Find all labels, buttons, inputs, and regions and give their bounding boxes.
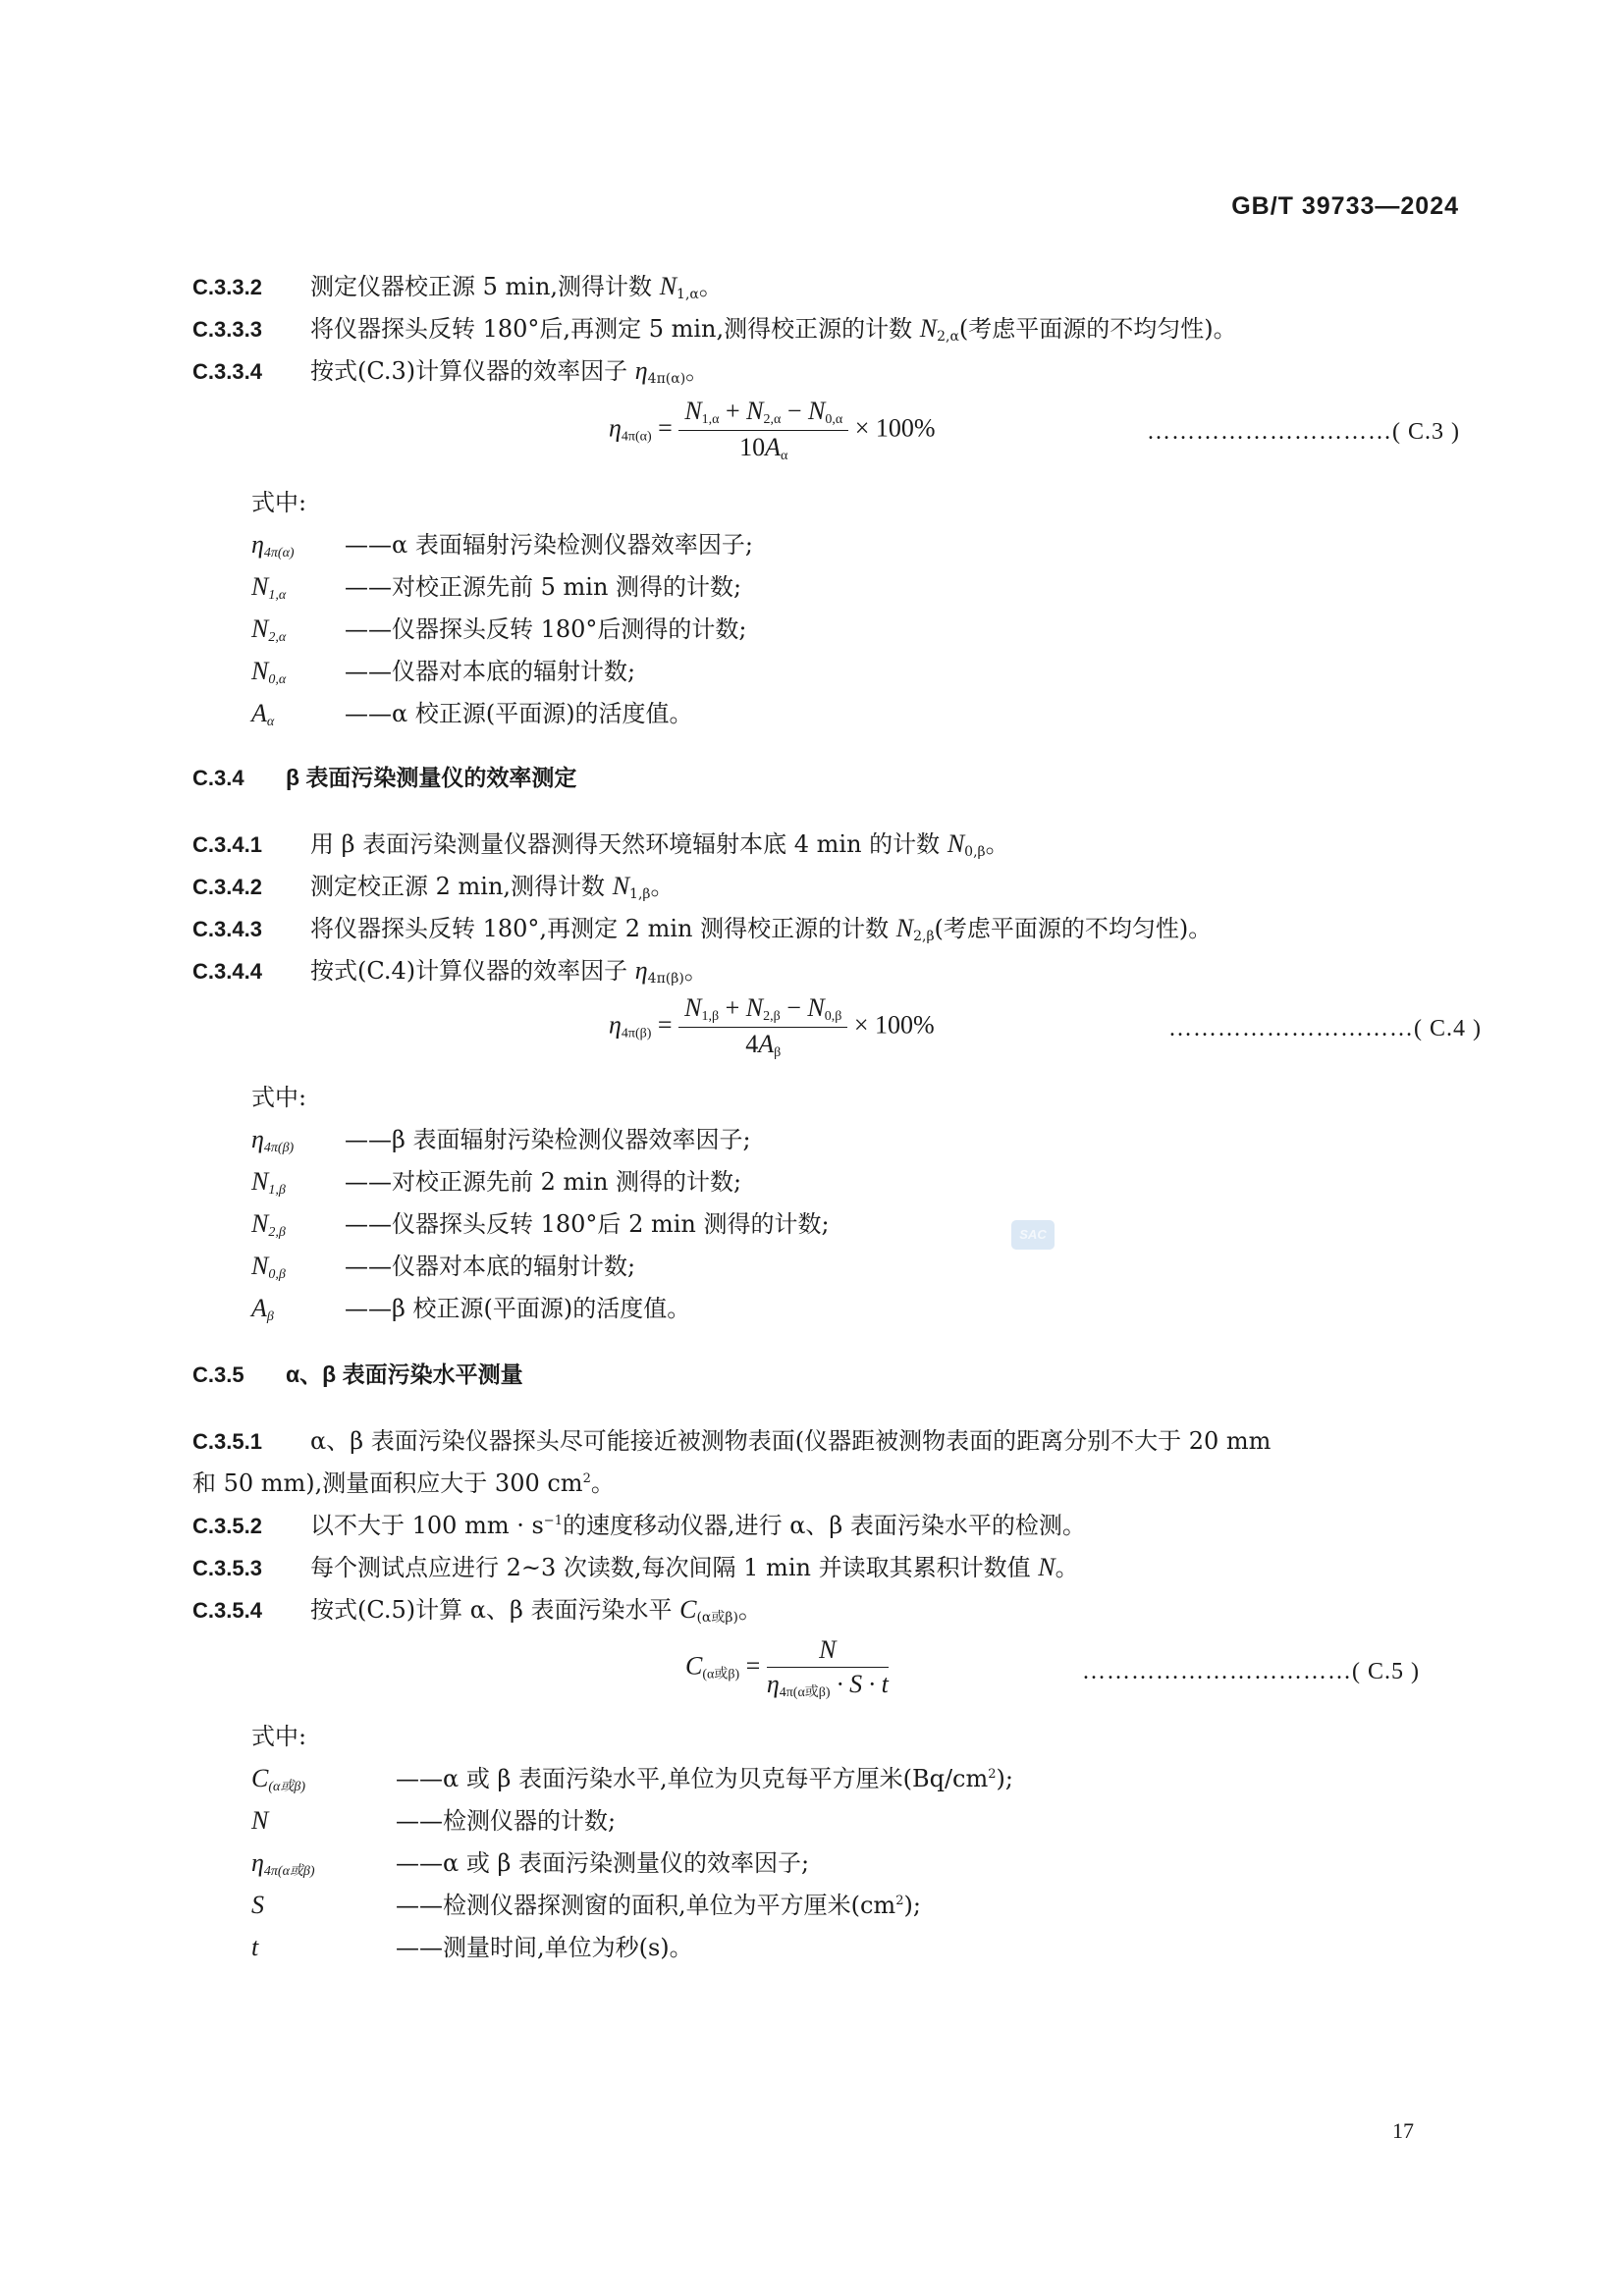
symbol: N <box>919 314 938 343</box>
heading-title: α、β 表面污染水平测量 <box>286 1362 523 1387</box>
definition-row <box>251 1888 921 1932</box>
clause-number: C.3.3.3 <box>192 317 262 342</box>
clause-c352 <box>192 1508 1459 1544</box>
clause-c343 <box>192 911 1459 954</box>
symbol: N <box>947 829 965 858</box>
def-text: ——仪器对本底的辐射计数; <box>345 1253 636 1280</box>
clause-number: C.3.4.1 <box>192 832 262 857</box>
fraction-denominator: $\eta_{4\pi(\alpha 或\beta)} \cdot S \cdot t$ <box>766 1670 889 1700</box>
def-symbol: $N_{2,\alpha}$ <box>251 614 287 645</box>
clause-text: 按式(C.5)计算 α、β 表面污染水平 <box>310 1596 680 1624</box>
fraction <box>678 397 848 464</box>
def-symbol: N <box>251 1806 269 1835</box>
clause-text: 每个测试点应进行 2~3 次读数,每次间隔 1 min 并读取其累积计数值 <box>310 1554 1039 1581</box>
def-text: ——α 或 β 表面污染水平,单位为贝克每平方厘米(Bq/cm <box>396 1765 989 1792</box>
clause-number: C.3.4.4 <box>192 959 262 984</box>
clause-text: 将仪器探头反转 180°后,再测定 5 min,测得校正源的计数 <box>310 315 920 343</box>
clause-text: 用 β 表面污染测量仪器测得天然环境辐射本底 4 min 的计数 <box>310 830 947 858</box>
formula-number: ……………………………( C.5 ) <box>1082 1659 1420 1684</box>
clause-number: C.3.4.2 <box>192 875 262 899</box>
def-text: ——仪器对本底的辐射计数; <box>345 658 636 685</box>
definition-row <box>251 1761 1013 1805</box>
clause-text-end: 。 <box>685 357 710 385</box>
def-symbol: $\eta_{4\pi(\beta)}$ <box>251 1125 295 1155</box>
subscript: 4π(β) <box>647 971 684 987</box>
def-text: ——对校正源先前 2 min 测得的计数; <box>345 1168 742 1196</box>
definition-row <box>251 527 753 571</box>
standard-code: GB/T 39733—2024 <box>1231 192 1459 220</box>
clause-text: 将仪器探头反转 180°,再测定 2 min 测得校正源的计数 <box>310 915 896 942</box>
clause-number: C.3.3.4 <box>192 359 262 384</box>
def-text-end: ); <box>903 1892 921 1919</box>
heading-number: C.3.5 <box>192 1362 244 1387</box>
def-symbol: $N_{2,\beta}$ <box>251 1209 286 1240</box>
definition-row <box>251 1206 830 1251</box>
clause-text-end: 的速度移动仪器,进行 α、β 表面污染水平的检测。 <box>562 1512 1086 1539</box>
def-text: ——对校正源先前 5 min 测得的计数; <box>345 573 742 601</box>
clause-c354 <box>192 1592 1459 1635</box>
clause-text-end: 。 <box>698 273 723 300</box>
def-text: ——检测仪器的计数; <box>396 1807 617 1835</box>
where-label: 式中: <box>251 1723 307 1750</box>
superscript: 2 <box>988 1767 997 1782</box>
formula-number: …………………………( C.3 ) <box>1147 419 1460 445</box>
definition-row <box>251 654 635 698</box>
fraction-denominator: $4A_\beta$ <box>745 1030 782 1060</box>
formula-c3 <box>609 397 936 464</box>
def-text: ——仪器探头反转 180°后 2 min 测得的计数; <box>345 1210 830 1238</box>
clause-text: α、β 表面污染仪器探头尽可能接近被测物表面(仪器距被测物表面的距离分别不大于 20 mm <box>310 1427 1272 1455</box>
clause-c351 <box>192 1423 1459 1460</box>
fraction-numerator: $N_{1,\alpha} + N_{2,\alpha} - N_{0,\alpha}$ <box>678 397 848 431</box>
symbol: N <box>612 872 630 900</box>
formula-c5 <box>685 1635 889 1701</box>
equals-sign: = <box>657 1010 673 1040</box>
definition-row <box>251 1930 693 1974</box>
formula-lhs-symbol: C <box>685 1651 703 1681</box>
clause-text-end: 。 <box>590 1469 615 1497</box>
clause-text-end: (考虑平面源的不均匀性)。 <box>934 915 1213 942</box>
clause-number: C.3.5.2 <box>192 1514 262 1538</box>
symbol: η <box>634 956 648 985</box>
def-text-end: ); <box>996 1765 1013 1792</box>
def-symbol: $\eta_{4\pi(\alpha 或\beta)}$ <box>251 1848 315 1879</box>
clause-text: 和 50 mm),测量面积应大于 300 cm <box>192 1469 583 1497</box>
formula-lhs-symbol: η <box>609 1010 622 1040</box>
formula-lhs-subscript: (α或β) <box>702 1667 740 1682</box>
definition-row <box>251 1249 635 1293</box>
definition-row <box>251 1164 741 1208</box>
clause-number: C.3.5.1 <box>192 1429 262 1454</box>
superscript: 2 <box>582 1471 591 1486</box>
def-symbol: $N_{0,\alpha}$ <box>251 657 287 687</box>
clause-number: C.3.5.4 <box>192 1598 262 1623</box>
symbol: C <box>679 1595 697 1624</box>
fraction <box>678 993 847 1061</box>
definition-row <box>251 1122 751 1166</box>
clause-text-end: 。 <box>650 873 675 900</box>
section-heading-c35 <box>192 1357 1459 1393</box>
where-label: 式中: <box>251 489 307 516</box>
heading-title: β 表面污染测量仪的效率测定 <box>286 765 577 790</box>
subscript: 0,β <box>964 844 986 860</box>
formula-lhs-subscript: 4π(α) <box>621 429 652 445</box>
symbol: N <box>895 914 914 942</box>
clause-number: C.3.4.3 <box>192 917 262 941</box>
def-text: ——α 表面辐射污染检测仪器效率因子; <box>345 531 753 559</box>
clause-text-end: 。 <box>985 830 1009 858</box>
clause-c334 <box>192 353 1459 397</box>
def-text: ——检测仪器探测窗的面积,单位为平方厘米(cm <box>396 1892 896 1919</box>
def-symbol: $A_\beta$ <box>251 1294 274 1324</box>
superscript: −1 <box>543 1514 563 1528</box>
sac-watermark-logo: SAC <box>1011 1220 1055 1250</box>
def-symbol: $N_{1,\beta}$ <box>251 1167 286 1198</box>
clause-text-end: (考虑平面源的不均匀性)。 <box>958 315 1237 343</box>
def-text: ——仪器探头反转 180°后测得的计数; <box>345 615 747 643</box>
def-symbol: $A_\alpha$ <box>251 699 275 729</box>
heading-number: C.3.4 <box>192 766 244 790</box>
symbol: N <box>1038 1553 1056 1581</box>
subscript: (α或β) <box>696 1610 738 1626</box>
definition-row <box>251 1803 616 1847</box>
def-symbol: $N_{0,\beta}$ <box>251 1252 286 1282</box>
formula-number: …………………………( C.4 ) <box>1168 1016 1482 1041</box>
clause-text: 按式(C.3)计算仪器的效率因子 <box>310 357 635 385</box>
clause-text-end: 。 <box>737 1596 762 1624</box>
formula-c4 <box>609 993 935 1061</box>
clause-text: 测定仪器校正源 5 min,测得计数 <box>310 273 660 300</box>
clause-c333 <box>192 311 1459 354</box>
definition-row <box>251 569 741 614</box>
subscript: 4π(α) <box>647 371 686 387</box>
symbol: N <box>659 272 677 300</box>
def-text: ——β 校正源(平面源)的活度值。 <box>345 1295 691 1322</box>
def-symbol: $\eta_{4\pi(\alpha)}$ <box>251 530 295 561</box>
definition-row <box>251 612 747 656</box>
clause-text: 按式(C.4)计算仪器的效率因子 <box>310 957 635 985</box>
fraction-numerator: N <box>767 1635 889 1668</box>
def-symbol: t <box>251 1933 259 1961</box>
definition-row <box>251 1845 809 1890</box>
superscript: 2 <box>895 1894 904 1908</box>
clause-c342 <box>192 869 1459 912</box>
clause-c341 <box>192 827 1459 870</box>
clause-number: C.3.5.3 <box>192 1556 262 1580</box>
definition-row <box>251 696 693 740</box>
formula-lhs-subscript: 4π(β) <box>621 1026 652 1041</box>
formula-tail: × 100% <box>853 1010 935 1040</box>
clause-text: 测定校正源 2 min,测得计数 <box>310 873 613 900</box>
subscript: 2,β <box>913 929 935 944</box>
def-text: ——α 或 β 表面污染测量仪的效率因子; <box>396 1849 810 1877</box>
clause-text-end: 。 <box>683 957 708 985</box>
def-symbol: $N_{1,\alpha}$ <box>251 572 287 603</box>
def-symbol: $C_{(\alpha 或\beta)}$ <box>251 1764 305 1794</box>
symbol: η <box>634 356 648 385</box>
clause-c353 <box>192 1550 1459 1586</box>
clause-text-end: 。 <box>1055 1554 1079 1581</box>
equals-sign: = <box>658 413 673 443</box>
def-text: ——α 校正源(平面源)的活度值。 <box>345 700 693 727</box>
clause-c344 <box>192 953 1459 996</box>
section-heading-c34 <box>192 760 1459 796</box>
def-text: ——β 表面辐射污染检测仪器效率因子; <box>345 1126 751 1153</box>
subscript: 2,α <box>937 329 959 345</box>
clause-number: C.3.3.2 <box>192 275 262 299</box>
fraction <box>767 1635 889 1701</box>
subscript: 1,α <box>677 287 699 302</box>
equals-sign: = <box>745 1651 761 1681</box>
formula-tail: × 100% <box>854 413 936 443</box>
page-number: 17 <box>1392 2118 1414 2143</box>
def-text: ——测量时间,单位为秒(s)。 <box>396 1934 693 1961</box>
definition-row <box>251 1291 690 1335</box>
clause-c351-cont <box>192 1466 1459 1501</box>
formula-lhs-symbol: η <box>609 413 622 443</box>
fraction-denominator: $10A_\alpha$ <box>739 433 788 463</box>
clause-c332 <box>192 269 1459 312</box>
fraction-numerator: $N_{1,\beta} + N_{2,\beta} - N_{0,\beta}$ <box>678 993 847 1028</box>
clause-text: 以不大于 100 mm · s <box>310 1512 544 1539</box>
def-symbol: S <box>251 1891 264 1919</box>
where-label: 式中: <box>251 1084 307 1111</box>
subscript: 1,β <box>629 886 651 902</box>
